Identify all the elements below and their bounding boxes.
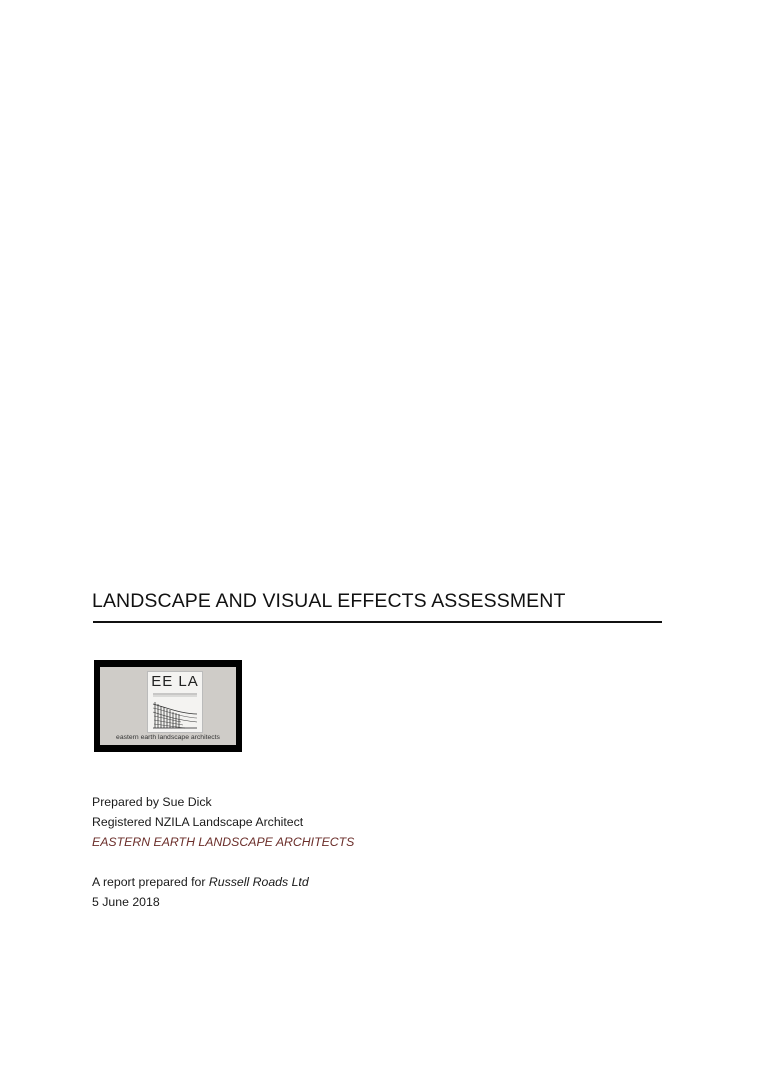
firm-name: EASTERN EARTH LANDSCAPE ARCHITECTS [92, 835, 355, 849]
document-title: LANDSCAPE AND VISUAL EFFECTS ASSESSMENT [92, 590, 566, 612]
report-date: 5 June 2018 [92, 895, 160, 909]
company-logo [94, 660, 242, 752]
author-role: Registered NZILA Landscape Architect [92, 815, 304, 829]
logo-card [147, 671, 203, 733]
title-underline [93, 621, 662, 623]
client-name: Russell Roads Ltd [208, 875, 309, 889]
prepared-by: Prepared by Sue Dick [92, 795, 212, 809]
logo-letters: EE LA [151, 673, 199, 690]
logo-background [100, 667, 236, 745]
report-for-prefix: A report prepared for [92, 875, 209, 889]
logo-tagline: eastern earth landscape architects [116, 734, 220, 741]
landscape-sketch-icon [151, 692, 199, 730]
report-for-line [92, 872, 309, 892]
